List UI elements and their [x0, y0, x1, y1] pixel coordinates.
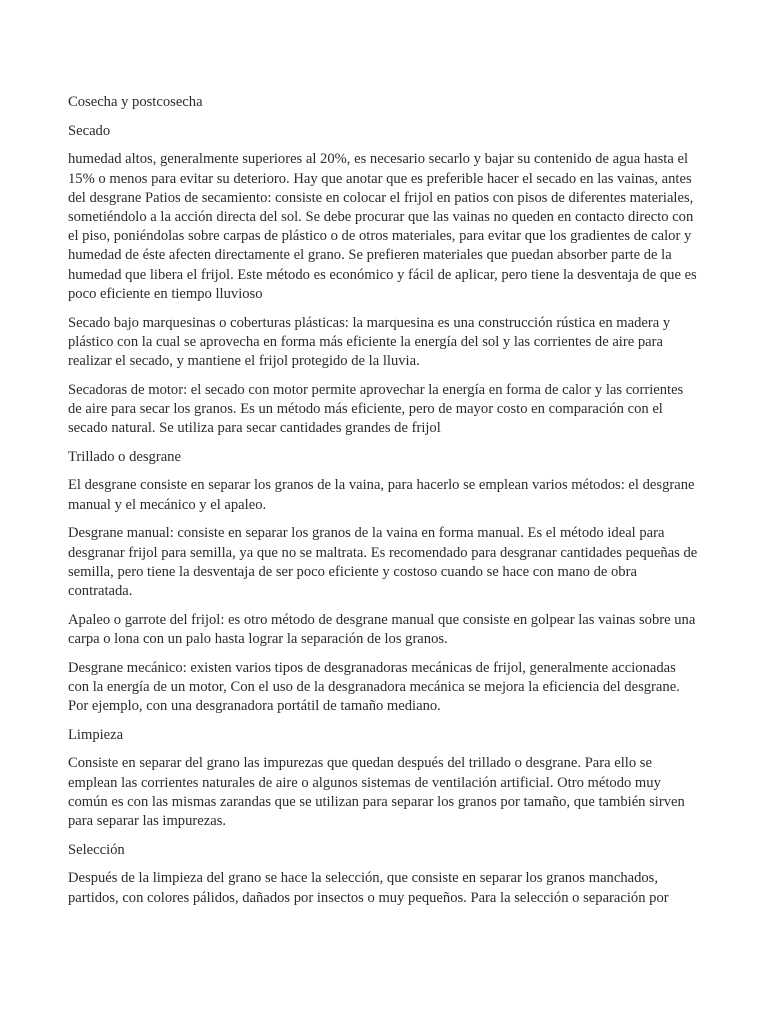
section-limpieza: [68, 726, 700, 832]
section-trillado: [68, 448, 700, 716]
document-title: Cosecha y postcosecha: [68, 94, 203, 110]
section-heading: Selección: [68, 841, 125, 858]
paragraph: Después de la limpieza del grano se hace la selección, que consiste en separar los granos manchados, partidos, con colores pálidos, dañados por insectos o muy pequeños. Para la selección o separación por: [68, 870, 669, 906]
paragraph: Secadoras de motor: el secado con motor permite aprovechar la energía en forma de calor y las corrientes de aire para secar los granos. Es un método más eficiente, pero de mayor costo en comparación con el secado natural. Se utiliza para secar cantidades grandes de frijol: [68, 381, 684, 437]
paragraph: Desgrane manual: consiste en separar los granos de la vaina en forma manual. Es el método ideal para desgranar frijol para semilla, ya que no se maltrata. Es recomendado para desgranar cantidades pequeñas de semilla, pero tiene la desventaja de ser poco eficiente y costoso cuando se hace con mano de obra contratada.: [68, 525, 698, 599]
paragraph: Consiste en separar del grano las impurezas que quedan después del trillado o desgrane. Para ello se emplean las corrientes naturales de aire o algunos sistemas de ventilación artificial. Otro método muy común es con las mismas zarandas que se utilizan para separar los granos por tamaño, que también sirven para separar las impurezas.: [68, 755, 685, 829]
section-secado: [68, 122, 700, 439]
section-heading: Trillado o desgrane: [68, 448, 181, 465]
section-heading: Limpieza: [68, 726, 124, 743]
document-page: [68, 93, 700, 917]
section-heading: Secado: [68, 122, 111, 139]
paragraph: El desgrane consiste en separar los granos de la vaina, para hacerlo se emplean varios métodos: el desgrane manual y el mecánico y el apaleo.: [68, 477, 695, 513]
paragraph: humedad altos, generalmente superiores al 20%, es necesario secarlo y bajar su contenido de agua hasta el 15% o menos para evitar su deterioro. Hay que anotar que es preferible hacer el secado en las vainas, antes del desgrane Patios de secamiento: consiste en colocar el frijol en patios con pisos de diferentes materiales, sometiéndolo a la acción directa del sol. Se debe procurar que las vainas no queden en contacto directo con el piso, poniéndolas sobre carpas de plástico o de otros materiales, para evitar que los gradientes de calor y humedad de éste afecten directamente el grano. Se prefieren materiales que puedan absorber parte de la humedad que libera el frijol. Este método es económico y fácil de aplicar, pero tiene la desventaja de que es poco eficiente en tiempo lluvioso: [68, 151, 697, 302]
section-seleccion: [68, 841, 700, 908]
paragraph: Secado bajo marquesinas o coberturas plásticas: la marquesina es una construcción rústica en madera y plástico con la cual se aprovecha en forma más eficiente la energía del sol y las corrientes de aire para realizar el secado, y mantiene el frijol protegido de la lluvia.: [68, 314, 671, 369]
paragraph: Desgrane mecánico: existen varios tipos de desgranadoras mecánicas de frijol, generalmente accionadas con la energía de un motor, Con el uso de la desgranadora mecánica se mejora la eficiencia del desgrane. Por ejemplo, con una desgranadora portátil de tamaño mediano.: [68, 659, 680, 714]
paragraph: Apaleo o garrote del frijol: es otro método de desgrane manual que consiste en golpear las vainas sobre una carpa o lona con un palo hasta lograr la separación de los granos.: [68, 611, 696, 647]
